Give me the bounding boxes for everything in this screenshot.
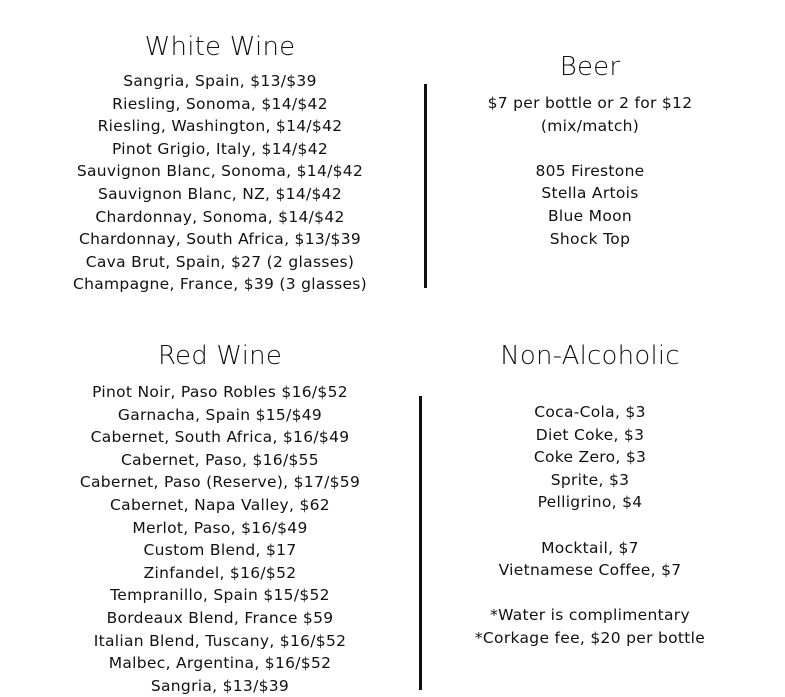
list-item: Coke Zero, $3 [533, 448, 647, 467]
column-divider-top [424, 84, 427, 288]
non-alcoholic-heading: Non-Alcoholic [500, 341, 680, 371]
beer-list [440, 92, 740, 250]
list-item: Cabernet, Napa Valley, $62 [110, 495, 330, 514]
beer-section [440, 52, 740, 250]
non-alcoholic-section [440, 341, 740, 650]
list-item: Mocktail, $7 [541, 538, 639, 557]
list-item: Sangria, $13/$39 [150, 676, 290, 695]
red-wine-section [60, 341, 380, 697]
list-item: Cabernet, Paso (Reserve), $17/$59 [79, 473, 361, 492]
beer-price: $7 per bottle or 2 for $12 [487, 94, 693, 112]
spacer [440, 137, 740, 160]
column-divider-bottom [419, 396, 422, 690]
list-item: Vietnamese Coffee, $7 [498, 561, 682, 580]
list-item: Sprite, $3 [550, 470, 630, 489]
list-item: Cava Brut, Spain, $27 (2 glasses) [85, 252, 355, 271]
list-item: Garnacha, Spain $15/$49 [117, 405, 323, 424]
list-item: Stella Artois [541, 184, 639, 203]
list-item: Cabernet, South Africa, $16/$49 [90, 428, 350, 447]
list-item: Tempranillo, Spain $15/$52 [110, 586, 330, 605]
list-item: Custom Blend, $17 [143, 541, 297, 560]
white-wine-section [60, 32, 380, 296]
spacer [440, 514, 740, 537]
list-item: Riesling, Sonoma, $14/$42 [112, 94, 328, 113]
list-item: Cabernet, Paso, $16/$55 [121, 450, 319, 469]
list-item: Chardonnay, South Africa, $13/$39 [78, 230, 362, 249]
list-item: Shock Top [549, 229, 631, 248]
beer-heading: Beer [559, 52, 621, 82]
non-alcoholic-list [440, 401, 740, 650]
white-wine-heading: White Wine [144, 32, 296, 62]
list-item: Champagne, France, $39 (3 glasses) [72, 275, 368, 294]
list-item: Chardonnay, Sonoma, $14/$42 [95, 207, 345, 226]
list-item: Pinot Noir, Paso Robles $16/$52 [92, 383, 348, 401]
beer-price-note: (mix/match) [540, 116, 640, 135]
footnote: *Corkage fee, $20 per bottle [474, 628, 706, 647]
list-item: Malbec, Argentina, $16/$52 [108, 654, 332, 673]
footnote: *Water is complimentary [490, 606, 690, 625]
list-item: Zinfandel, $16/$52 [143, 563, 297, 582]
list-item: Sangria, Spain, $13/$39 [123, 72, 317, 90]
white-wine-list [60, 70, 380, 296]
spacer [440, 582, 740, 605]
list-item: 805 Firestone [535, 161, 645, 180]
list-item: Bordeaux Blend, France $59 [106, 608, 334, 627]
list-item: Coca-Cola, $3 [534, 403, 646, 421]
list-item: Sauvignon Blanc, Sonoma, $14/$42 [76, 162, 364, 181]
list-item: Riesling, Washington, $14/$42 [97, 117, 343, 136]
list-item: Pinot Grigio, Italy, $14/$42 [111, 139, 329, 158]
list-item: Merlot, Paso, $16/$49 [132, 518, 308, 537]
list-item: Italian Blend, Tuscany, $16/$52 [93, 631, 347, 650]
list-item: Sauvignon Blanc, NZ, $14/$42 [97, 184, 343, 203]
list-item: Pelligrino, $4 [537, 493, 643, 512]
red-wine-heading: Red Wine [157, 341, 283, 371]
list-item: Diet Coke, $3 [535, 425, 645, 444]
list-item: Blue Moon [547, 206, 633, 225]
red-wine-list [60, 381, 380, 697]
